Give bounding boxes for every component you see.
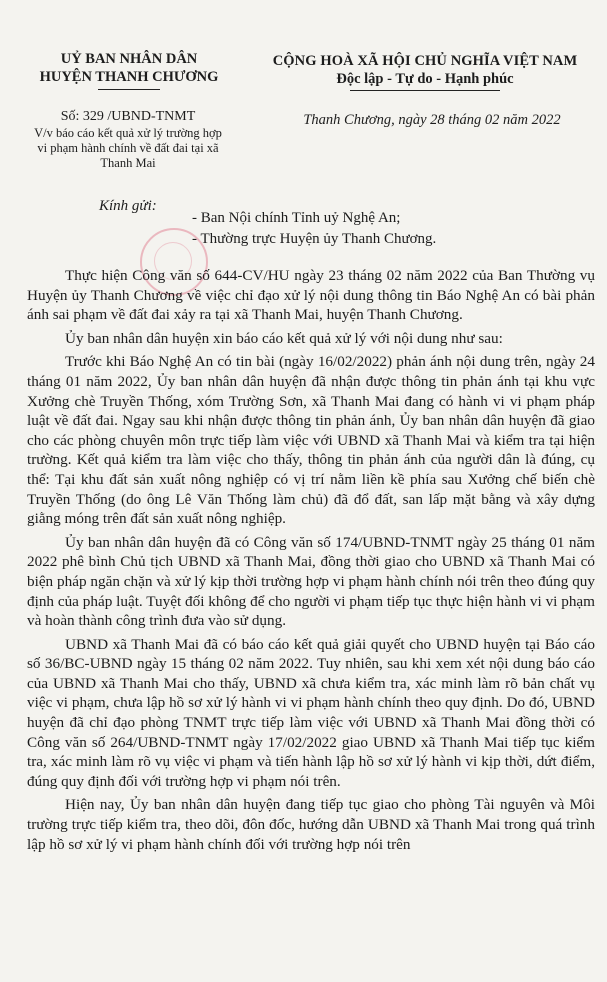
issuing-agency-header — [14, 50, 244, 90]
paragraph-1: Thực hiện Công văn số 644-CV/HU ngày 23 tháng 02 năm 2022 của Ban Thường vụ Huyện ủy Thanh Chương về việc chỉ đạo xử lý nội dung thông tin Báo Nghệ An có bài phản ánh sai phạm về đất đai xảy ra tại xã Thanh Mai, huyện Thanh Chương. — [27, 267, 595, 324]
document-number: Số: 329 /UBND-TNMT — [60, 109, 196, 124]
subject-line-3: Thanh Mai — [100, 156, 156, 170]
paragraph-4: Ủy ban nhân dân huyện đã có Công văn số 174/UBND-TNMT ngày 25 tháng 01 năm 2022 phê bình Chủ tịch UBND xã Thanh Mai, đồng thời giao cho UBND xã Thanh Mai có biện pháp ngăn chặn và xử lý kịp thời trường hợp vi phạm hành chính nói trên theo đúng quy định của pháp luật. Tuyệt đối không để cho người vi phạm tiếp tục thực hiện hành vi vi phạm và hoàn thành công trình đưa vào sử dụng. — [27, 533, 595, 630]
paragraph-2: Ủy ban nhân dân huyện xin báo cáo kết quả xử lý với nội dung như sau: — [65, 329, 503, 347]
recipient-2: - Thường trực Huyện ủy Thanh Chương. — [192, 231, 437, 247]
subject-line-1: V/v báo cáo kết quả xử lý trường hợp — [34, 126, 222, 140]
subject-line-2: vi phạm hành chính về đất đai tại xã — [37, 141, 219, 155]
national-header — [250, 52, 600, 91]
agency-name-line2: HUYỆN THANH CHƯƠNG — [39, 69, 219, 85]
paragraph-5: UBND xã Thanh Mai đã có báo cáo kết quả giải quyết cho UBND huyện tại Báo cáo số 36/BC-UBND ngày 15 tháng 02 năm 2022. Tuy nhiên, sau khi xem xét nội dung báo cáo của UBND xã Thanh Mai cho thấy, UBND xã chưa kiểm tra, xác minh làm rõ bản chất vụ việc vi phạm, chưa lập hồ sơ xử lý hành vi vi phạm hành chính theo quy định. Do đó, UBND huyện đã chỉ đạo phòng TNMT trực tiếp làm việc với UBND xã Thanh Mai đồng thời có Công văn số 264/UBND-TNMT ngày 17/02/2022 giao UBND xã Thanh Mai tiếp tục kiểm tra, xác minh làm rõ vụ việc vi phạm và tiến hành lập hồ sơ xử lý hành vi kịp thời, dứt điểm, đúng quy định đối với trường hợp vi phạm nói trên. — [27, 635, 595, 790]
agency-underline — [98, 89, 160, 90]
paragraph-6: Hiện nay, Ủy ban nhân dân huyện đang tiếp tục giao cho phòng Tài nguyên và Môi trường trực tiếp kiểm tra, theo dõi, đôn đốc, hướng dẫn UBND xã Thanh Mai trong quá trình lập hồ sơ xử lý vi phạm hành chính đối với trường hợp nói trên — [27, 796, 595, 853]
document-reference — [18, 108, 238, 171]
paragraph-3: Trước khi Báo Nghệ An có tin bài (ngày 16/02/2022) phản ánh nội dung trên, ngày 24 tháng 01 năm 2022, Ủy ban nhân dân huyện đã nhận được thông tin phản ánh tại khu vực Xưởng chè Truyền Thống, xóm Trường Sơn, xã Thanh Mai đang có hành vi vi phạm pháp luật về đất đai. Ngay sau khi nhận được thông tin phản ánh, Ủy ban nhân dân huyện đã giao cho các phòng chuyên môn trực tiếp làm việc với UBND xã Thanh Mai và kiểm tra tại hiện trường. Kết quả kiểm tra làm việc cho thấy, thông tin phản ánh của người dân là đúng, cụ thể: Tại khu đất sản xuất nông nghiệp có vị trí nằm liền kề phía sau Xưởng chế biến chè Truyền Thống (do ông Lê Văn Thống làm chủ) đã đổ đất, san lấp mặt bằng và xây dựng giằng móng trên đất sản xuất nông nghiệp. — [27, 353, 595, 528]
recipient-1: - Ban Nội chính Tỉnh uỷ Nghệ An; — [192, 210, 401, 226]
salutation: Kính gửi: — [99, 198, 157, 214]
national-motto: Độc lập - Tự do - Hạnh phúc — [336, 71, 514, 87]
letter-body — [27, 266, 595, 858]
agency-name-line1: UỶ BAN NHÂN DÂN — [60, 51, 198, 67]
place-and-date: Thanh Chương, ngày 28 tháng 02 năm 2022 — [303, 112, 561, 128]
motto-underline — [350, 90, 500, 91]
national-title: CỘNG HOÀ XÃ HỘI CHỦ NGHĨA VIỆT NAM — [272, 53, 578, 69]
